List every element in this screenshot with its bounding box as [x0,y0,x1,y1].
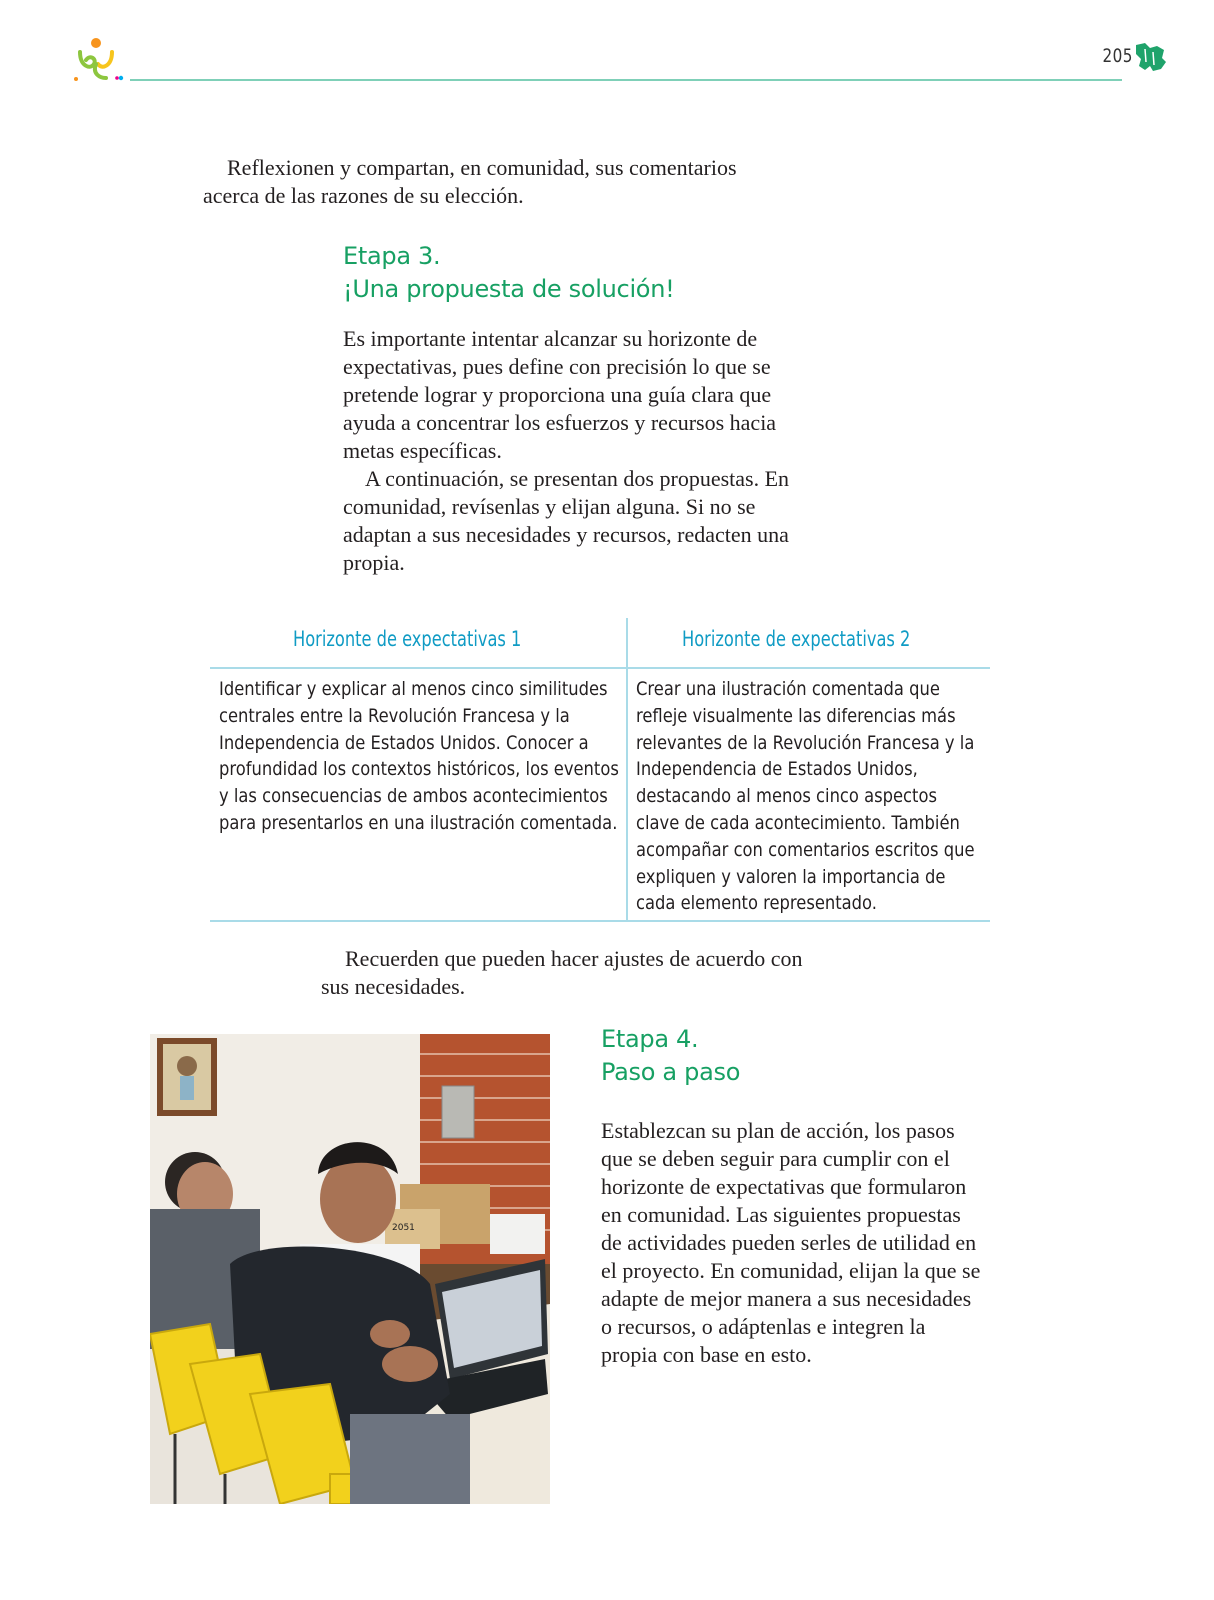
table-bottom-rule [210,920,990,922]
series-logo-icon [70,34,130,84]
etapa3-subtitle: ¡Una propuesta de solución! [343,275,675,303]
table-column-divider [626,618,628,922]
svg-text:2051: 2051 [392,1223,415,1233]
table-header-2: Horizonte de expectativas 2 [682,627,911,651]
students-photo [150,1034,550,1504]
table-cell-1: Identificar y explicar al menos cinco similitudes centrales entre la Revolución Francesa y la Independencia de Estados Unidos. Conocer a profundidad los contextos históricos, los eventos y las consecuencias de ambos acontecimientos para presentarlos en una ilustración comentada. [219,678,619,834]
etapa3-body [343,325,813,577]
mexico-map-icon [1133,40,1167,74]
page-number: 205 [1102,45,1133,67]
etapa3-paragraph-2: A continuación, se presentan dos propuestas. En comunidad, revísenlas y elijan alguna. Si no se adaptan a sus necesidades y recursos, redacten una propia. [343,466,790,575]
etapa4-title: Etapa 4. [601,1025,699,1053]
etapa4-subtitle: Paso a paso [601,1058,741,1086]
etapa3-heading [343,240,674,306]
table-header-1: Horizonte de expectativas 1 [293,627,522,651]
header-rule [130,79,1122,81]
remember-paragraph: Recuerden que pueden hacer ajustes de acuerdo con sus necesidades. [321,946,803,999]
intro-paragraph: Reflexionen y compartan, en comunidad, sus comentarios acerca de las razones de su elección. [203,155,737,208]
etapa4-paragraph: Establezcan su plan de acción, los pasos que se deben seguir para cumplir con el horizonte de expectativas que formularon en comunidad. Las siguientes propuestas de actividades pueden serles de utilidad en el proyecto. En comunidad, elijan la que se adapte de mejor manera a sus necesidades o recursos, o adáptenlas e integren la propia con base en esto. [601,1118,981,1367]
etapa3-paragraph-1: Es importante intentar alcanzar su horizonte de expectativas, pues define con precisión lo que se pretende lograr y proporciona una guía clara que ayuda a concentrar los esfuerzos y recursos hacia metas específicas. [343,326,777,463]
etapa3-title: Etapa 3. [343,242,441,270]
table-header-rule [210,667,990,669]
etapa4-heading [601,1023,740,1089]
table-cell-2: Crear una ilustración comentada que refleje visualmente las diferencias más relevantes de la Revolución Francesa y la Independencia de Estados Unidos, destacando al menos cinco aspectos clave de cada acontecimiento. También acompañar con comentarios escritos que expliquen y valoren la importancia de cada elemento representado. [636,678,975,915]
